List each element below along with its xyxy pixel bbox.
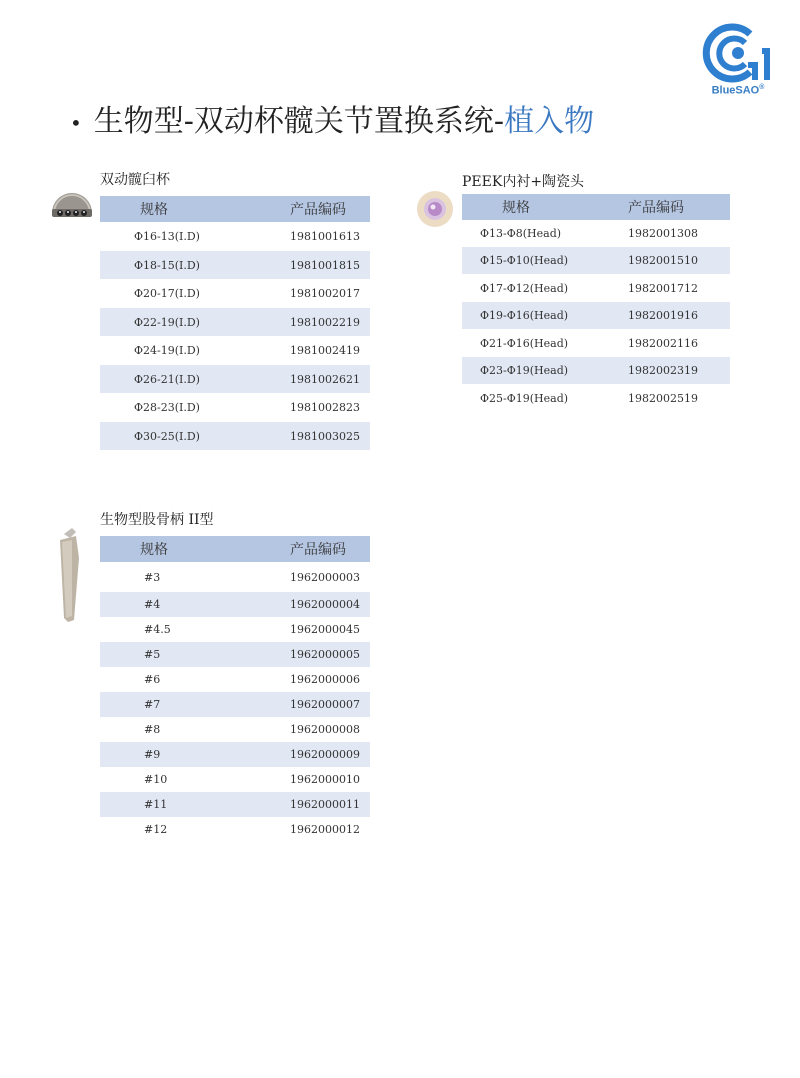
table-row [100, 792, 370, 817]
table-row [462, 247, 730, 274]
bluesao-logo-mark [698, 22, 778, 84]
column-header-spec: 规格 [462, 194, 628, 220]
spec-cell: Φ20-17(I.D) [134, 287, 200, 300]
table-row [100, 717, 370, 742]
table-row [100, 742, 370, 767]
code-cell: 1962000010 [290, 773, 360, 786]
table-row [100, 422, 370, 450]
table-row [100, 393, 370, 422]
spec-cell: #9 [100, 742, 290, 767]
code-cell: 1982001712 [628, 281, 698, 295]
table-row [100, 562, 370, 592]
title-main: 生物型-双动杯髋关节置换系统- [93, 104, 505, 139]
spec-cell: #6 [144, 673, 161, 686]
code-cell: 1982002116 [628, 336, 698, 350]
table-row [100, 279, 370, 308]
dual-mobility-cup-image [50, 187, 94, 225]
code-cell: 1962000009 [290, 742, 370, 767]
code-cell: 1962000004 [290, 592, 370, 617]
code-cell: 1962000008 [290, 723, 360, 736]
spec-table [100, 536, 370, 842]
table-header-row [100, 196, 370, 222]
table-row [462, 384, 730, 412]
spec-cell: Φ13-Φ8(Head) [480, 227, 562, 240]
table-row [462, 357, 730, 384]
table-row [100, 365, 370, 393]
section-peek-liner-ceramic-head [462, 172, 730, 412]
column-header-code: 产品编码 [290, 536, 370, 562]
section-title: 双动髋臼杯 [100, 172, 170, 188]
spec-cell: #12 [144, 823, 168, 836]
code-cell: 1982001308 [628, 227, 698, 240]
code-cell: 1981001815 [290, 251, 370, 279]
code-cell: 1982002319 [628, 357, 730, 384]
code-cell: 1981002621 [290, 365, 370, 393]
code-cell: 1982001510 [628, 247, 730, 274]
table-row [100, 251, 370, 279]
spec-cell: #11 [100, 792, 290, 817]
code-cell: 1962000011 [290, 792, 370, 817]
code-cell: 1981002419 [290, 344, 360, 357]
section-title: PEEK内衬+陶瓷头 [462, 174, 585, 190]
table-row [100, 817, 370, 842]
femoral-stem-image [52, 528, 92, 632]
spec-cell: Φ30-25(I.D) [100, 422, 290, 450]
code-cell: 1981001613 [290, 230, 360, 243]
page-title [70, 96, 594, 140]
spec-cell: Φ21-Φ16(Head) [480, 336, 569, 350]
spec-table [462, 194, 730, 412]
spec-cell: #8 [144, 723, 161, 736]
table-row [100, 617, 370, 642]
code-cell: 1962000006 [290, 673, 360, 686]
spec-cell: #5 [100, 642, 290, 667]
spec-cell: Φ23-Φ19(Head) [462, 357, 628, 384]
spec-cell: Φ19-Φ16(Head) [462, 302, 628, 329]
title-bullet: • [70, 111, 82, 135]
spec-cell: Φ25-Φ19(Head) [480, 391, 569, 405]
spec-cell: Φ28-23(I.D) [134, 401, 200, 414]
spec-cell: #3 [144, 570, 161, 584]
table-header-row [462, 194, 730, 220]
column-header-spec: 规格 [100, 196, 290, 222]
table-row [100, 642, 370, 667]
code-cell: 1962000005 [290, 642, 370, 667]
table-row [462, 329, 730, 357]
code-cell: 1981003025 [290, 422, 370, 450]
table-row [100, 692, 370, 717]
code-cell: 1982001916 [628, 302, 730, 329]
table-row [462, 274, 730, 302]
registered-mark: ® [759, 84, 765, 91]
table-row [100, 667, 370, 692]
spec-table [100, 196, 370, 450]
table-row [462, 220, 730, 247]
spec-cell: Φ22-19(I.D) [100, 308, 290, 336]
logo-text: BlueSAO [711, 84, 760, 97]
table-row [100, 336, 370, 365]
section-femoral-stem [100, 510, 370, 842]
code-cell: 1962000007 [290, 692, 370, 717]
table-row [462, 302, 730, 329]
peek-liner-ceramic-head-image [416, 190, 454, 232]
spec-cell: #7 [100, 692, 290, 717]
section-title: 生物型股骨柄 II型 [100, 512, 214, 528]
spec-cell: Φ24-19(I.D) [134, 344, 200, 357]
spec-cell: Φ17-Φ12(Head) [480, 281, 569, 295]
spec-cell: Φ18-15(I.D) [100, 251, 290, 279]
spec-cell: Φ26-21(I.D) [100, 365, 290, 393]
spec-cell: #10 [144, 773, 168, 786]
code-cell: 1981002219 [290, 308, 370, 336]
section-dual-mobility-cup [100, 170, 370, 450]
table-row [100, 767, 370, 792]
column-header-code: 产品编码 [628, 194, 730, 220]
bluesao-logo [698, 22, 778, 104]
column-header-spec: 规格 [100, 536, 290, 562]
code-cell: 1981002823 [290, 401, 360, 414]
table-row [100, 222, 370, 251]
spec-cell: #4.5 [144, 623, 171, 636]
code-cell: 1982002519 [628, 391, 698, 405]
spec-cell: #4 [100, 592, 290, 617]
table-header-row [100, 536, 370, 562]
code-cell: 1962000045 [290, 623, 360, 636]
title-accent: 植入物 [504, 104, 595, 139]
code-cell: 1962000003 [290, 570, 360, 584]
column-header-code: 产品编码 [290, 196, 370, 222]
code-cell: 1962000012 [290, 823, 360, 836]
code-cell: 1981002017 [290, 287, 360, 300]
table-row [100, 308, 370, 336]
table-row [100, 592, 370, 617]
spec-cell: Φ15-Φ10(Head) [462, 247, 628, 274]
spec-cell: Φ16-13(I.D) [134, 230, 200, 243]
